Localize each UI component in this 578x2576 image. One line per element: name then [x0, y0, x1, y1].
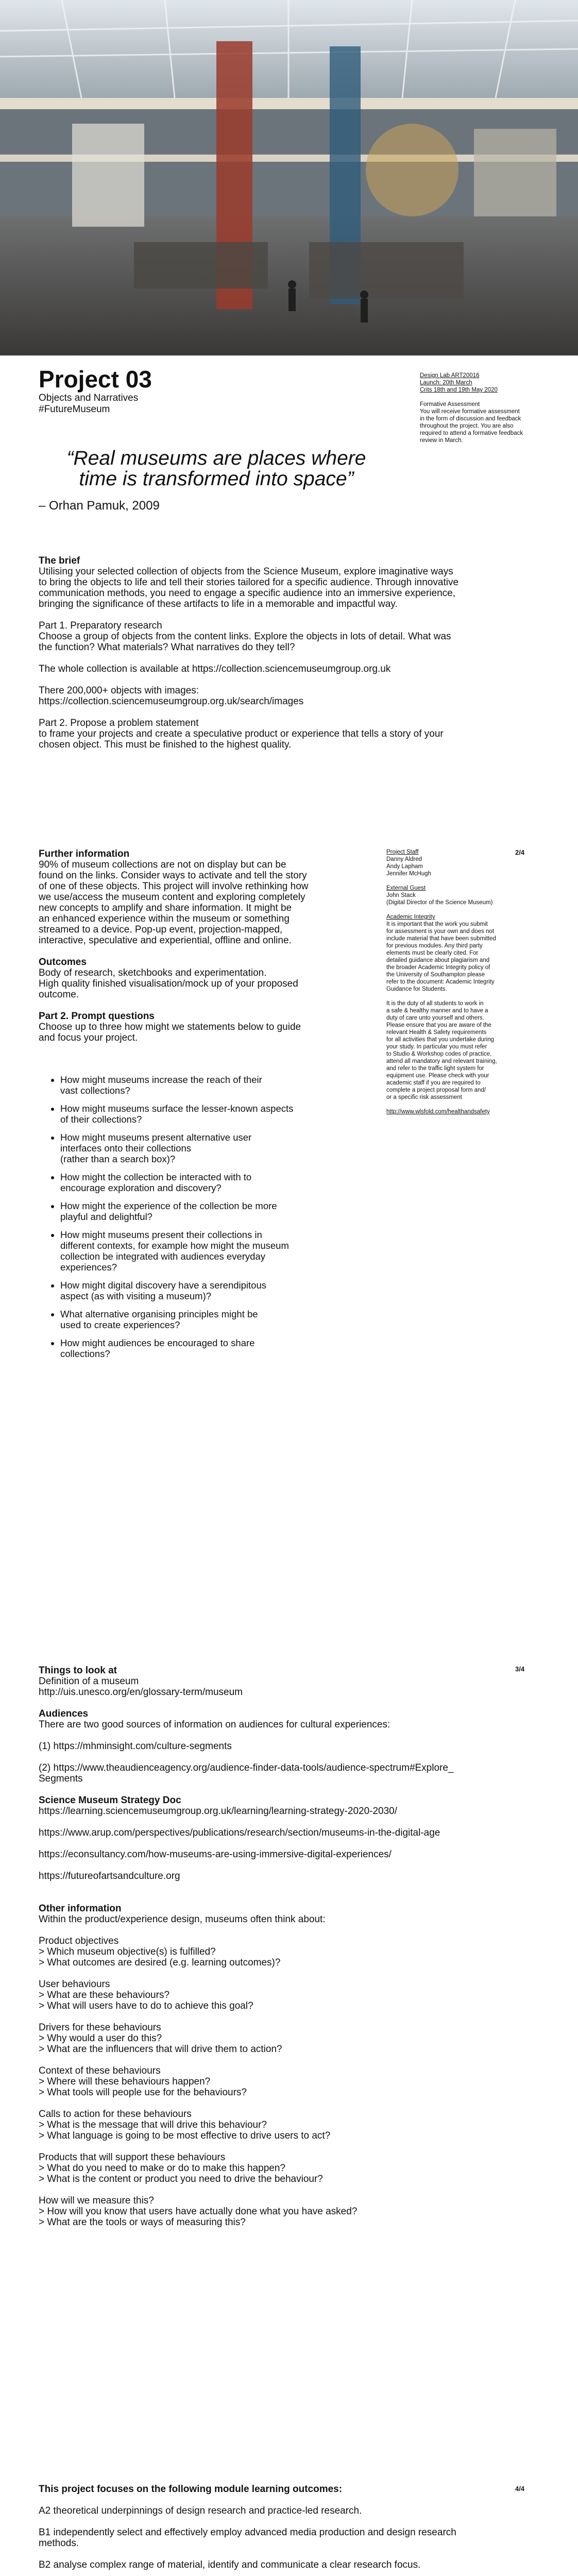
text-line: review in March. [420, 437, 463, 444]
page-number: 4/4 [515, 2485, 525, 2493]
text-line: to bring the objects to life and tell their stories tailored for a specific audience. Through innovative [39, 577, 459, 588]
staff-sidebar [386, 849, 515, 1115]
text-line: • How might audiences be encouraged to share [60, 1337, 255, 1348]
project-hashtag: #FutureMuseum [39, 404, 110, 415]
integrity-heading: Academic Integrity [386, 914, 435, 920]
images-link[interactable]: https://collection.sciencemuseumgroup.org.uk/search/images [39, 696, 304, 707]
group-heading: Products that will support these behaviours [39, 2152, 226, 2163]
audiences-intro: There are two good sources of information on audiences for cultural experiences: [39, 1719, 390, 1730]
audience-source-link-cont[interactable]: Segments [39, 1773, 83, 1784]
audiences-heading: Audiences [39, 1708, 89, 1719]
text-line: bringing the significance of these artifacts to life in a memorable and impactful way. [39, 599, 398, 609]
outcomes-heading: This project focuses on the following module learning outcomes: [39, 2484, 343, 2495]
guest-name: John Stack [386, 892, 416, 899]
text-line: High quality finished visualisation/mock up of your proposed [39, 978, 298, 989]
group-line: > What language is going to be most effective to drive users to act? [39, 2130, 331, 2141]
text-line: • How might museums increase the reach of their [60, 1074, 262, 1085]
group-line: > What outcomes are desired (e.g. learning outcomes)? [39, 1957, 281, 1968]
text-line: for all activities that you undertake during [386, 1037, 495, 1043]
text-line: for previous modules. Any third party [386, 943, 483, 949]
guest-role: (Digital Director of the Science Museum) [386, 900, 493, 906]
group-line: > Why would a user do this? [39, 2033, 162, 2044]
staff-name: Jennifer McHugh [386, 871, 431, 877]
text-line: • How might museums surface the lesser-known aspects [60, 1103, 294, 1114]
text-line: detailed guidance about plagiarism and [386, 957, 490, 963]
other-intro: Within the product/experience design, museums often think about: [39, 1914, 326, 1925]
text-line: and refer to the traffic light system for [386, 1065, 484, 1072]
text-line: playful and delightful? [60, 1211, 152, 1222]
text-line: equipment use. Please check with your [386, 1073, 489, 1079]
list-item [60, 1132, 337, 1164]
quote-line: “Real museums are places where [66, 447, 366, 469]
outcome-item: B1 independently select and effectively employ advanced media production and design research [39, 2527, 456, 2538]
page-2 [0, 817, 578, 1633]
group-line: > What do you need to make or do to make this happen? [39, 2163, 285, 2174]
text-line: encourage exploration and discovery? [60, 1182, 222, 1193]
text-line: in the form of discussion and feedback [420, 416, 521, 422]
staff-name: Danny Aldred [386, 856, 422, 862]
group-line: > What will users have to do to achieve this goal? [39, 2001, 253, 2011]
list-item [60, 1103, 337, 1125]
text-line: • How might the experience of the collection be more [60, 1200, 277, 1211]
part1-heading: Part 1. Preparatory research [39, 620, 162, 631]
group-line: > What is the content or product you need to drive the behaviour? [39, 2174, 323, 2184]
brief-section [39, 555, 554, 750]
other-heading: Other information [39, 1903, 122, 1914]
prompt-questions-list [49, 1074, 337, 1366]
sidebar-module-info [420, 372, 523, 444]
quote-line: time is transformed into space” [79, 468, 354, 490]
page-number: 2/4 [515, 849, 525, 856]
group-line: > Where will these behaviours happen? [39, 2076, 211, 2087]
text-line: Choose up to three how might we statements below to guide [39, 1022, 301, 1032]
text-line: chosen object. This must be finished to the highest quality. [39, 739, 292, 750]
safety-link[interactable]: http://www.wlsfold.com/healthandsafety [386, 1109, 490, 1115]
text-line: Please ensure that you are aware of the [386, 1022, 491, 1028]
text-line: different contexts, for example how might the museum [60, 1240, 289, 1251]
list-item [60, 1337, 337, 1359]
text-line: • What alternative organising principles might be [60, 1309, 258, 1319]
launch-date: Launch: 20th March [420, 380, 472, 386]
strategy-link[interactable]: https://learning.sciencemuseumgroup.org.uk/learning/learning-strategy-2020-2030/ [39, 1806, 398, 1817]
list-item [60, 1074, 337, 1096]
group-heading: Context of these behaviours [39, 2065, 161, 2076]
pamuk-quote [31, 448, 402, 489]
quote-author: – Orhan Pamuk, 2009 [39, 499, 160, 513]
list-item [60, 1200, 337, 1222]
text-line: interfaces onto their collections [60, 1143, 191, 1154]
text-line: and focus your project. [39, 1032, 138, 1043]
text-line: collection be integrated with audiences everyday [60, 1251, 265, 1262]
outcomes-heading: Outcomes [39, 957, 87, 968]
group-heading: User behaviours [39, 1979, 110, 1990]
group-line: > What are the tools or ways of measuring this? [39, 2217, 246, 2228]
text-line: Choose a group of objects from the content links. Explore the objects in lots of detail. What was [39, 631, 451, 642]
formative-assessment-label: Formative Assessment [420, 401, 480, 408]
text-line: to Studio & Workshop codes of practice, [386, 1051, 492, 1057]
text-line: for assessment is your own and does not [386, 928, 495, 935]
text-line: an enhanced experience within the museum or something [39, 913, 290, 924]
definition-link[interactable]: http://uis.unesco.org/en/glossary-term/museum [39, 1687, 243, 1698]
list-item [60, 1172, 337, 1193]
text-line: of their collections? [60, 1114, 142, 1125]
text-line: of one of these objects. This project will involve rethinking how [39, 881, 309, 892]
outcome-item-cont: methods. [39, 2538, 79, 2549]
formative-assessment-text [420, 408, 523, 444]
group-line: > How will you know that users have actually done what you have asked? [39, 2206, 358, 2217]
text-line: relevant Health & Safety requirements [386, 1029, 487, 1036]
text-line: Utilising your selected collection of objects from the Science Museum, explore imaginative ways [39, 566, 453, 577]
project-subtitle: Objects and Narratives [39, 393, 139, 403]
crits-date: Crits 18th and 19th May 2020 [420, 387, 498, 393]
text-line: • How might museums present their collections in [60, 1229, 262, 1240]
text-line: or a specific risk assessment [386, 1094, 462, 1100]
text-line: attend all mandatory and relevant training, [386, 1058, 497, 1064]
page-number: 3/4 [515, 1665, 525, 1673]
text-line: Guidance for Students. [386, 986, 447, 992]
text-line: streamed to a device. Pop-up event, projection-mapped, [39, 924, 283, 935]
text-line: Body of research, sketchbooks and experimentation. [39, 968, 267, 978]
text-line: interactive, speculative and experiential, offline and online. [39, 935, 292, 946]
audience-source-link[interactable]: (2) https://www.theaudienceagency.org/audience-finder-data-tools/audience-spectrum#Explore_ [39, 1762, 454, 1773]
text-line: You will receive formative assessment [420, 409, 520, 415]
further-heading: Further information [39, 849, 130, 859]
text-line: • How might museums present alternative user [60, 1132, 252, 1143]
brief-heading: The brief [39, 555, 80, 566]
museum-hero-photo [0, 0, 578, 355]
staff-name: Andy Lapham [386, 863, 423, 870]
part2-heading: Part 2. Propose a problem statement [39, 718, 199, 728]
text-line: the broader Academic Integrity policy of [386, 964, 490, 971]
text-line: It is the duty of all students to work in [386, 1001, 484, 1007]
outcome-item: B2 analyse complex range of material, identify and communicate a clear research focus. [39, 2560, 421, 2570]
text-line: academic staff if you are required to [386, 1080, 481, 1086]
museum-hall-illustration [0, 0, 578, 355]
group-heading: Drivers for these behaviours [39, 2022, 161, 2033]
group-heading: Calls to action for these behaviours [39, 2109, 192, 2120]
text-line: found on the links. Consider ways to activate and tell the story [39, 870, 307, 881]
group-line: > What tools will people use for the behaviours? [39, 2087, 247, 2098]
page-1 [0, 0, 578, 817]
list-item [60, 1309, 337, 1330]
staff-heading: Project Staff [386, 849, 419, 855]
text-line: communication methods, you need to engage a specific audience into an immersive experience, [39, 588, 456, 599]
text-line: • How might the collection be interacted with to [60, 1172, 252, 1182]
text-line: we use/access the museum content and exploring completely [39, 892, 305, 903]
outcome-item: A2 theoretical underpinnings of design research and practice-led research. [39, 2505, 362, 2516]
group-line: > What are the influencers that will drive them to action? [39, 2044, 282, 2055]
text-line: required to attend a formative feedback [420, 430, 523, 436]
resources-section [39, 1665, 549, 2228]
text-line: a safe & healthy manner and to have a [386, 1008, 488, 1014]
list-item [60, 1229, 337, 1273]
text-line: new concepts to amplify and share information. It might be [39, 903, 292, 913]
definition-label: Definition of a museum [39, 1676, 139, 1687]
text-line: • How might digital discovery have a serendipitous [60, 1280, 267, 1291]
group-heading: How will we measure this? [39, 2195, 154, 2206]
text-line: vast collections? [60, 1085, 130, 1096]
text-line: the function? What materials? What narratives do they tell? [39, 642, 295, 653]
text-line: elements must be clearly cited. For [386, 950, 479, 956]
audience-source-link[interactable]: (1) https://mhminsight.com/culture-segments [39, 1741, 232, 1752]
text-line: There 200,000+ objects with images: [39, 685, 199, 696]
text-line: refer to the document: Academic Integrity [386, 979, 495, 985]
text-line: include material that have been submitted [386, 936, 496, 942]
module-code: Design Lab ART20016 [420, 372, 480, 379]
text-line: collections? [60, 1348, 110, 1359]
project-title: Project 03 [39, 366, 152, 393]
guest-heading: External Guest [386, 885, 426, 891]
text-line: 90% of museum collections are not on display but can be [39, 859, 286, 870]
text-line: used to create experiences? [60, 1319, 180, 1330]
collection-link[interactable]: The whole collection is available at https://collection.sciencemuseumgroup.org.uk [39, 664, 391, 674]
group-line: > What is the message that will drive this behaviour? [39, 2120, 267, 2130]
strategy-heading: Science Museum Strategy Doc [39, 1795, 181, 1806]
text-line: your study. In particular you must refer [386, 1044, 487, 1050]
text-line: to frame your projects and create a speculative product or experience that tells a story of your [39, 728, 444, 739]
resource-link[interactable]: https://econsultancy.com/how-museums-are-using-immersive-digital-experiences/ [39, 1849, 392, 1860]
group-line: > Which museum objective(s) is fulfilled? [39, 1946, 216, 1957]
text-line: It is important that the work you submit [386, 921, 488, 927]
things-heading: Things to look at [39, 1665, 117, 1676]
prompt-heading: Part 2. Prompt questions [39, 1011, 155, 1022]
text-line: outcome. [39, 989, 79, 1000]
page-4 [0, 2451, 578, 2576]
text-line: complete a project proposal form and/ [386, 1087, 486, 1093]
resource-link[interactable]: https://www.arup.com/perspectives/publications/research/section/museums-in-the-digital-age [39, 1827, 440, 1838]
text-line: aspect (as with visiting a museum)? [60, 1291, 212, 1301]
resource-link[interactable]: https://futureofartsandculture.org [39, 1871, 180, 1882]
text-line: duty of care unto yourself and others. [386, 1015, 484, 1021]
list-item [60, 1280, 337, 1301]
text-line: the University of Southampton please [386, 972, 485, 978]
group-heading: Product objectives [39, 1936, 119, 1946]
text-line: experiences? [60, 1262, 117, 1273]
text-line: (rather than a search box)? [60, 1154, 176, 1164]
group-line: > What are these behaviours? [39, 1990, 170, 2001]
learning-outcomes-section [39, 2484, 549, 2576]
text-line: throughout the project. You are also [420, 423, 514, 429]
further-info-section [39, 849, 368, 1043]
page-3 [0, 1633, 578, 2451]
